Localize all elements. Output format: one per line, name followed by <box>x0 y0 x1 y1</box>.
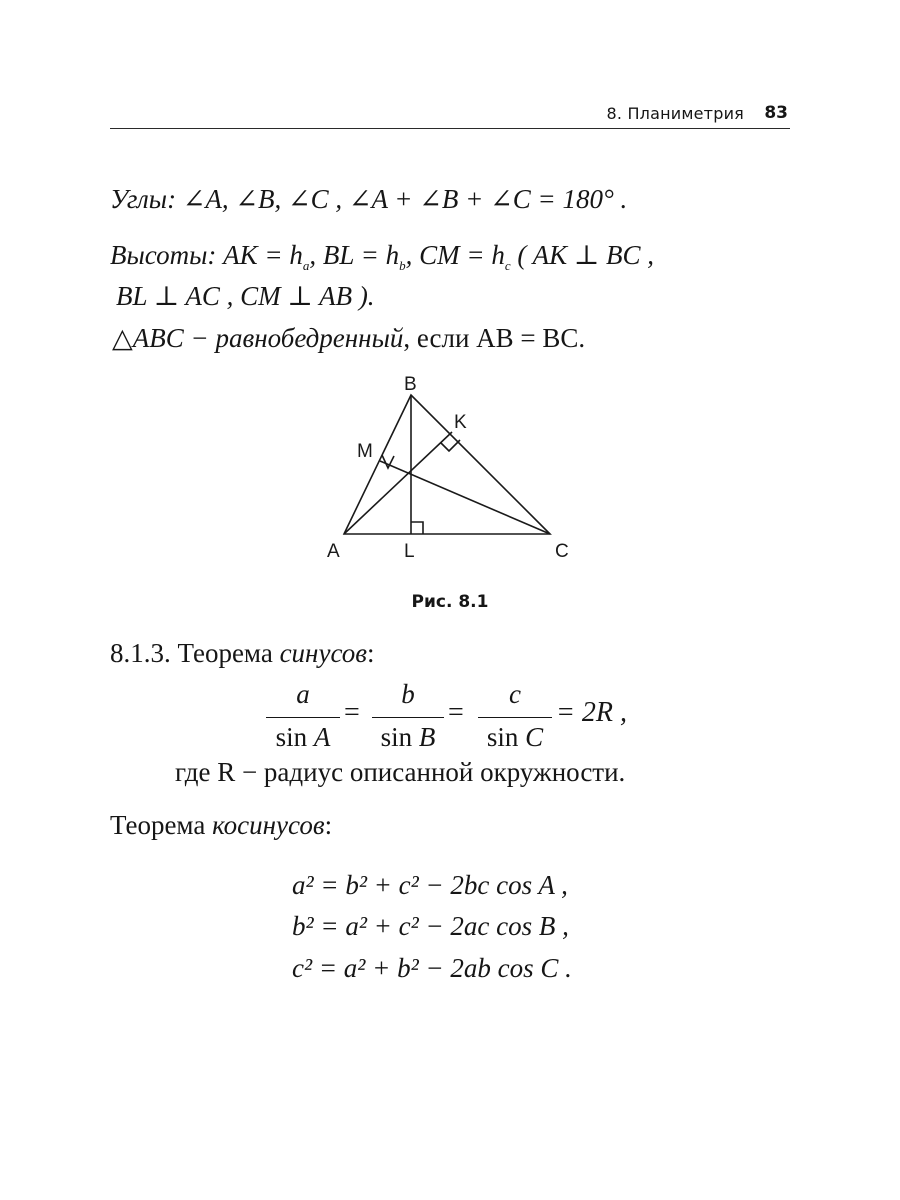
sub-c: c <box>504 258 511 273</box>
cosines-heading-colon: : <box>324 810 333 840</box>
fraction-a-bar <box>266 717 340 718</box>
label-k: K <box>454 412 467 433</box>
sines-heading-number: 8.1.3. Теорема <box>110 638 280 668</box>
heights-bl: , BL = h <box>309 240 400 270</box>
heights-line-1 <box>110 242 654 272</box>
equals-1: = <box>344 697 360 728</box>
sines-note: где R − радиус описанной окружности. <box>175 757 626 787</box>
label-c: C <box>555 541 569 562</box>
isosceles-tail: , если AB = BC. <box>403 323 586 353</box>
cosine-formula-1: a² = b² + c² − 2bc cos A , <box>292 870 568 900</box>
fraction-a-den-var: A <box>313 722 331 752</box>
cosines-heading <box>110 812 332 839</box>
figure-caption: Рис. 8.1 <box>411 592 489 612</box>
label-a: A <box>327 541 340 562</box>
cosines-heading-word: Теорема <box>110 810 213 840</box>
heights-perp-2: BL ⊥ AC , CM ⊥ AB ). <box>116 281 375 311</box>
sines-heading-colon: : <box>366 638 375 668</box>
heights-label: Высоты <box>110 240 208 270</box>
fraction-c-bar <box>478 717 552 718</box>
cosine-formula-3: c² = a² + b² − 2ab cos C . <box>292 953 572 983</box>
sines-heading-term: синусов <box>279 638 367 668</box>
fraction-b-num: b <box>401 679 415 709</box>
isosceles-line <box>112 325 585 352</box>
fraction-a: a sin A <box>266 681 340 751</box>
label-b: B <box>404 374 417 395</box>
right-angle-l <box>411 522 423 534</box>
label-m: M <box>357 441 373 462</box>
angles-formula: : ∠A, ∠B, ∠C , ∠A + ∠B + ∠C = 180° . <box>167 184 628 214</box>
triangle-abc <box>344 395 550 534</box>
altitude-cm <box>380 461 550 534</box>
sines-result: = 2R , <box>556 697 627 728</box>
fraction-c-den-var: C <box>525 722 544 752</box>
angles-line <box>110 186 627 213</box>
sines-heading <box>110 640 375 667</box>
angles-label: Углы <box>110 184 168 214</box>
fraction-b: b sin B <box>372 681 444 751</box>
fraction-b-den-var: B <box>418 722 436 752</box>
heights-cm: , CM = h <box>405 240 505 270</box>
fraction-a-num: a <box>296 679 310 709</box>
triangle-figure <box>300 360 600 585</box>
equals-2: = <box>448 697 464 728</box>
page-number: 83 <box>764 103 788 123</box>
heights-line-2 <box>116 283 375 310</box>
running-header <box>110 100 790 129</box>
fraction-b-bar <box>372 717 444 718</box>
fraction-c-num: c <box>509 679 521 709</box>
cosines-heading-term: косинусов <box>212 810 325 840</box>
sub-b: b <box>399 258 406 273</box>
fraction-c: c sin C <box>478 681 552 751</box>
section-title: 8. Планиметрия <box>606 104 744 123</box>
sub-a: a <box>302 258 310 273</box>
heights-ak: : AK = h <box>207 240 303 270</box>
label-l: L <box>404 541 415 562</box>
isosceles-lead: △ABC − <box>112 323 216 353</box>
isosceles-term: равнобедренный <box>215 323 404 353</box>
heights-perp-1: ( AK ⊥ BC , <box>510 240 655 270</box>
cosine-formula-2: b² = a² + c² − 2ac cos B , <box>292 911 569 941</box>
